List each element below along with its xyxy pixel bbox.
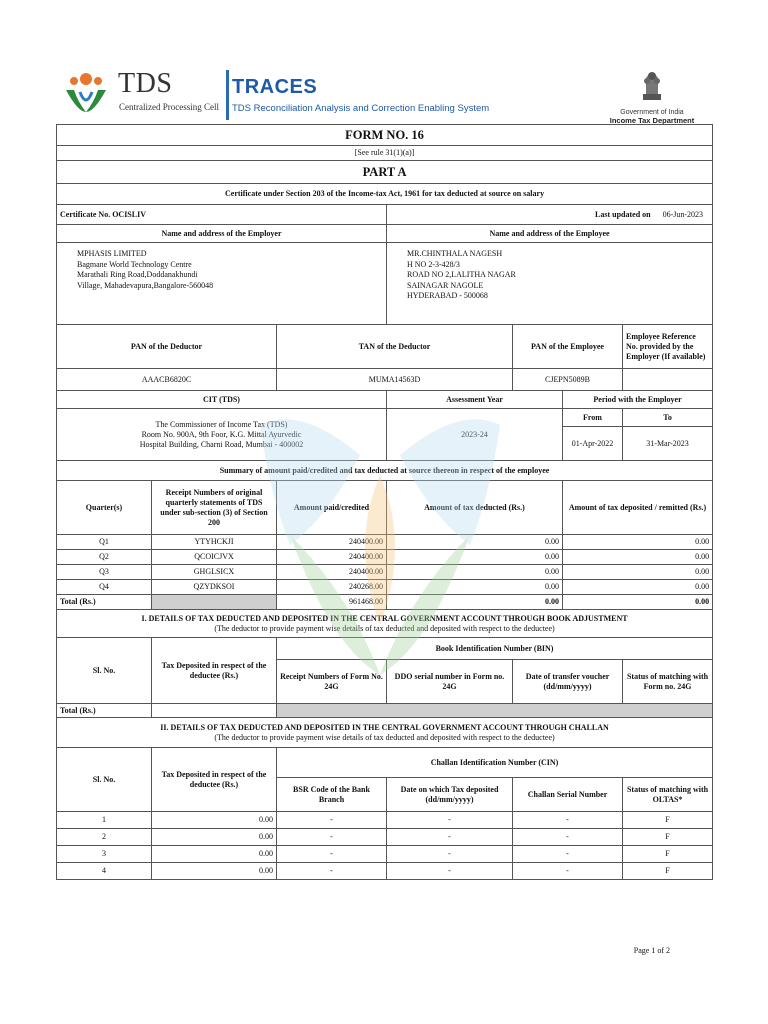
traces-subtitle: TDS Reconciliation Analysis and Correction Enabling System bbox=[232, 103, 490, 114]
section1-heading-cell bbox=[57, 610, 713, 638]
form-rule: [See rule 31(1)(a)] bbox=[57, 146, 713, 161]
quarter-cell: Q3 bbox=[57, 565, 152, 580]
summary-total-tax: 0.00 bbox=[387, 595, 563, 610]
last-updated bbox=[387, 205, 713, 225]
s2-date-cell: - bbox=[387, 846, 513, 863]
certificate-heading: Certificate under Section 203 of the Income-tax Act, 1961 for tax deducted at source on salary bbox=[57, 184, 713, 205]
s2-date-cell: - bbox=[387, 863, 513, 880]
from-value: 01-Apr-2022 bbox=[563, 427, 623, 461]
s2-date-cell: - bbox=[387, 812, 513, 829]
s2-status-cell: F bbox=[623, 812, 713, 829]
cit-address bbox=[57, 409, 387, 461]
s2-col-status: Status of matching with OLTAS* bbox=[623, 778, 713, 812]
national-emblem-icon bbox=[637, 66, 667, 104]
deposited-cell: 0.00 bbox=[563, 535, 713, 550]
s1-col-receipt: Receipt Numbers of Form No. 24G bbox=[277, 660, 387, 704]
tds-logo-text: TDS bbox=[118, 68, 173, 99]
tax-cell: 0.00 bbox=[387, 550, 563, 565]
s2-col-bsr: BSR Code of the Bank Branch bbox=[277, 778, 387, 812]
employee-address bbox=[387, 243, 713, 325]
s2-sl-cell: 2 bbox=[57, 829, 152, 846]
last-updated-value: 06-Jun-2023 bbox=[662, 209, 704, 219]
col-tax: Amount of tax deducted (Rs.) bbox=[387, 481, 563, 535]
employee-line: SAINAGAR NAGOLE bbox=[407, 280, 484, 290]
amount-cell: 240400.00 bbox=[277, 535, 387, 550]
summary-total-deposited: 0.00 bbox=[563, 595, 713, 610]
employer-line: Bagmane World Technology Centre bbox=[77, 259, 192, 269]
s2-status-cell: F bbox=[623, 846, 713, 863]
tan-deductor-label: TAN of the Deductor bbox=[277, 325, 513, 369]
quarter-cell: Q4 bbox=[57, 580, 152, 595]
goi-line1: Government of India bbox=[620, 109, 684, 116]
col-quarter: Quarter(s) bbox=[57, 481, 152, 535]
s2-serial-cell: - bbox=[513, 846, 623, 863]
s2-tax-cell: 0.00 bbox=[152, 812, 277, 829]
pan-deductor-value: AAACB6820C bbox=[57, 369, 277, 391]
employee-line: MR.CHINTHALA NAGESH bbox=[407, 249, 503, 258]
s2-tax-cell: 0.00 bbox=[152, 829, 277, 846]
assessment-year-value: 2023-24 bbox=[387, 409, 563, 461]
col-amount: Amount paid/credited bbox=[277, 481, 387, 535]
receipt-cell: QCOICJVX bbox=[152, 550, 277, 565]
bin-header: Book Identification Number (BIN) bbox=[277, 638, 713, 660]
summary-total-amount: 961468.00 bbox=[277, 595, 387, 610]
s2-bsr-cell: - bbox=[277, 863, 387, 880]
section2-subheading: (The deductor to provide payment wise details of tax deducted and deposited with respect to the deductee) bbox=[214, 732, 555, 742]
s2-serial-cell: - bbox=[513, 829, 623, 846]
employer-line: Marathali Ring Road,Doddanakhundi bbox=[77, 270, 198, 279]
employee-line: H NO 2-3-428/3 bbox=[407, 259, 460, 269]
form16-table bbox=[56, 124, 713, 880]
employee-line: HYDERABAD - 500068 bbox=[407, 291, 488, 300]
certificate-no: Certificate No. OCISLIV bbox=[57, 205, 387, 225]
deposited-cell: 0.00 bbox=[563, 580, 713, 595]
s2-col-date: Date on which Tax deposited (dd/mm/yyyy) bbox=[387, 778, 513, 812]
s2-bsr-cell: - bbox=[277, 846, 387, 863]
receipt-cell: QZYDKSOI bbox=[152, 580, 277, 595]
quarter-cell: Q2 bbox=[57, 550, 152, 565]
page-header bbox=[56, 62, 712, 124]
s2-col-sl: Sl. No. bbox=[57, 748, 152, 812]
s2-serial-cell: - bbox=[513, 863, 623, 880]
cit-line: The Commissioner of Income Tax (TDS) bbox=[155, 419, 288, 429]
s1-col-sl: Sl. No. bbox=[57, 638, 152, 704]
pan-employee-label: PAN of the Employee bbox=[513, 325, 623, 369]
amount-cell: 240400.00 bbox=[277, 550, 387, 565]
tax-cell: 0.00 bbox=[387, 580, 563, 595]
summary-total-label: Total (Rs.) bbox=[57, 595, 152, 610]
cit-line: Room No. 900A, 9th Foor, K.G. Mittal Ayurvedic bbox=[141, 429, 302, 439]
goi-line2: Income Tax Department bbox=[609, 116, 695, 125]
s2-bsr-cell: - bbox=[277, 812, 387, 829]
deposited-cell: 0.00 bbox=[563, 565, 713, 580]
s2-status-cell: F bbox=[623, 829, 713, 846]
cit-line: Hospital Building, Charni Road, Mumbai - 400002 bbox=[139, 439, 304, 449]
page-number: Page 1 of 2 bbox=[633, 946, 670, 955]
section1-subheading: (The deductor to provide payment wise details of tax deducted and deposited with respect to the deductee) bbox=[214, 623, 555, 633]
section1-heading: I. DETAILS OF TAX DEDUCTED AND DEPOSITED IN THE CENTRAL GOVERNMENT ACCOUNT THROUGH BOOK ADJUSTMENT bbox=[141, 613, 628, 623]
s2-status-cell: F bbox=[623, 863, 713, 880]
s1-total-shade bbox=[277, 704, 713, 718]
goi-block bbox=[592, 66, 712, 125]
tan-deductor-value: MUMA14563D bbox=[277, 369, 513, 391]
col-deposited: Amount of tax deposited / remitted (Rs.) bbox=[563, 481, 713, 535]
amount-cell: 240400.00 bbox=[277, 565, 387, 580]
assessment-year-label: Assessment Year bbox=[387, 391, 563, 409]
to-label: To bbox=[623, 409, 713, 427]
tax-cell: 0.00 bbox=[387, 565, 563, 580]
s1-total-label: Total (Rs.) bbox=[57, 704, 152, 718]
s2-bsr-cell: - bbox=[277, 829, 387, 846]
s1-col-ddo: DDO serial number in Form no. 24G bbox=[387, 660, 513, 704]
s2-sl-cell: 1 bbox=[57, 812, 152, 829]
from-label: From bbox=[563, 409, 623, 427]
s2-col-serial: Challan Serial Number bbox=[513, 778, 623, 812]
s2-sl-cell: 4 bbox=[57, 863, 152, 880]
cit-label: CIT (TDS) bbox=[57, 391, 387, 409]
employer-header: Name and address of the Employer bbox=[57, 225, 387, 243]
col-receipt: Receipt Numbers of original quarterly statements of TDS under sub-section (3) of Section 200 bbox=[152, 481, 277, 535]
s1-total-value bbox=[152, 704, 277, 718]
form16 bbox=[56, 124, 712, 880]
s1-col-status: Status of matching with Form no. 24G bbox=[623, 660, 713, 704]
receipt-cell: GHGLSICX bbox=[152, 565, 277, 580]
s2-sl-cell: 3 bbox=[57, 846, 152, 863]
section2-heading: II. DETAILS OF TAX DEDUCTED AND DEPOSITED IN THE CENTRAL GOVERNMENT ACCOUNT THROUGH CHALLAN bbox=[160, 722, 609, 732]
traces-title: TRACES bbox=[232, 76, 318, 98]
s2-serial-cell: - bbox=[513, 812, 623, 829]
employer-line: MPHASIS LIMITED bbox=[77, 249, 147, 258]
period-label: Period with the Employer bbox=[563, 391, 713, 409]
cin-header: Challan Identification Number (CIN) bbox=[277, 748, 713, 778]
emp-ref-label: Employee Reference No. provided by the Employer (If available) bbox=[623, 325, 713, 369]
summary-total-shade bbox=[152, 595, 277, 610]
s2-tax-cell: 0.00 bbox=[152, 846, 277, 863]
s1-col-tax: Tax Deposited in respect of the deductee (Rs.) bbox=[152, 638, 277, 704]
header-divider bbox=[226, 70, 229, 120]
form-title: FORM NO. 16 bbox=[57, 125, 713, 146]
s2-col-tax: Tax Deposited in respect of the deductee (Rs.) bbox=[152, 748, 277, 812]
last-updated-label: Last updated on bbox=[595, 209, 651, 219]
employer-address bbox=[57, 243, 387, 325]
tax-cell: 0.00 bbox=[387, 535, 563, 550]
s1-col-date: Date of transfer voucher (dd/mm/yyyy) bbox=[513, 660, 623, 704]
amount-cell: 240268.00 bbox=[277, 580, 387, 595]
tds-logo-icon bbox=[60, 68, 112, 114]
employer-line: Village, Mahadevapura,Bangalore-560048 bbox=[77, 280, 214, 290]
summary-heading: Summary of amount paid/credited and tax deducted at source thereon in respect of the employee bbox=[57, 461, 713, 481]
pan-deductor-label: PAN of the Deductor bbox=[57, 325, 277, 369]
part-a-title: PART A bbox=[57, 161, 713, 184]
pan-employee-value: CJEPN5089B bbox=[513, 369, 623, 391]
deposited-cell: 0.00 bbox=[563, 550, 713, 565]
receipt-cell: YTYHCKJI bbox=[152, 535, 277, 550]
employee-line: ROAD NO 2,LALITHA NAGAR bbox=[407, 270, 516, 279]
tds-subtitle: Centralized Processing Cell bbox=[119, 102, 219, 112]
employee-header: Name and address of the Employee bbox=[387, 225, 713, 243]
to-value: 31-Mar-2023 bbox=[623, 427, 713, 461]
emp-ref-value bbox=[623, 369, 713, 391]
s2-tax-cell: 0.00 bbox=[152, 863, 277, 880]
s2-date-cell: - bbox=[387, 829, 513, 846]
quarter-cell: Q1 bbox=[57, 535, 152, 550]
section2-heading-cell bbox=[57, 718, 713, 748]
